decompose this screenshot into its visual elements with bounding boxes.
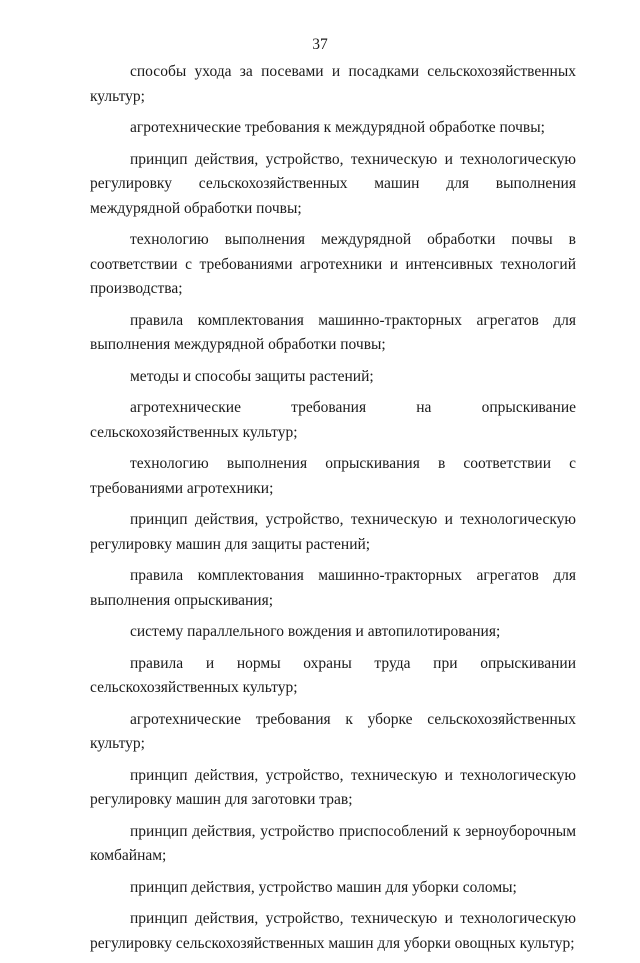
list-item: правила комплектования машинно-тракторных агрегатов для выполнения опрыскивания; [90, 567, 576, 609]
list-item: систему параллельного вождения и автопилотирования; [130, 623, 501, 640]
list-item: методы и способы защиты растений; [130, 367, 374, 385]
list-item: принцип действия, устройство, техническую и технологическую регулировку машин для защиты растений; [90, 511, 576, 553]
list-item: способы ухода за посевами и посадками сельскохозяйственных культур; [90, 63, 576, 105]
list-item: агротехнические требования на опрыскивание сельскохозяйственных культур; [90, 399, 576, 441]
list-item: правила комплектования машинно-тракторных агрегатов для выполнения междурядной обработки почвы; [90, 311, 576, 353]
list-item: принцип действия, устройство, техническую и технологическую регулировку машин для заготовки трав; [90, 766, 576, 808]
list-item: принцип действия, устройство, техническую и технологическую регулировку сельскохозяйственных машин для уборки овощных культур; [90, 910, 576, 952]
list-item: правила и нормы охраны труда при опрыскивании сельскохозяйственных культур; [90, 654, 576, 696]
list-item: принцип действия, устройство машин для уборки соломы; [130, 878, 517, 896]
page-number: 37 [312, 36, 328, 53]
list-item: принцип действия, устройство, техническую и технологическую регулировку сельскохозяйственных машин для выполнения междурядной обработки почвы; [90, 150, 576, 217]
list-item: принцип действия, устройство приспособлений к зерноуборочным комбайнам; [90, 822, 576, 864]
list-item: агротехнические требования к уборке сельскохозяйственных культур; [90, 710, 576, 752]
list-item: агротехнические требования к междурядной обработке почвы; [130, 119, 545, 136]
list-item: технологию выполнения опрыскивания в соответствии с требованиями агротехники; [90, 455, 576, 497]
body-text [90, 60, 576, 963]
list-item: технологию выполнения междурядной обработки почвы в соответствии с требованиями агротехники и интенсивных технологий производства; [90, 231, 576, 297]
